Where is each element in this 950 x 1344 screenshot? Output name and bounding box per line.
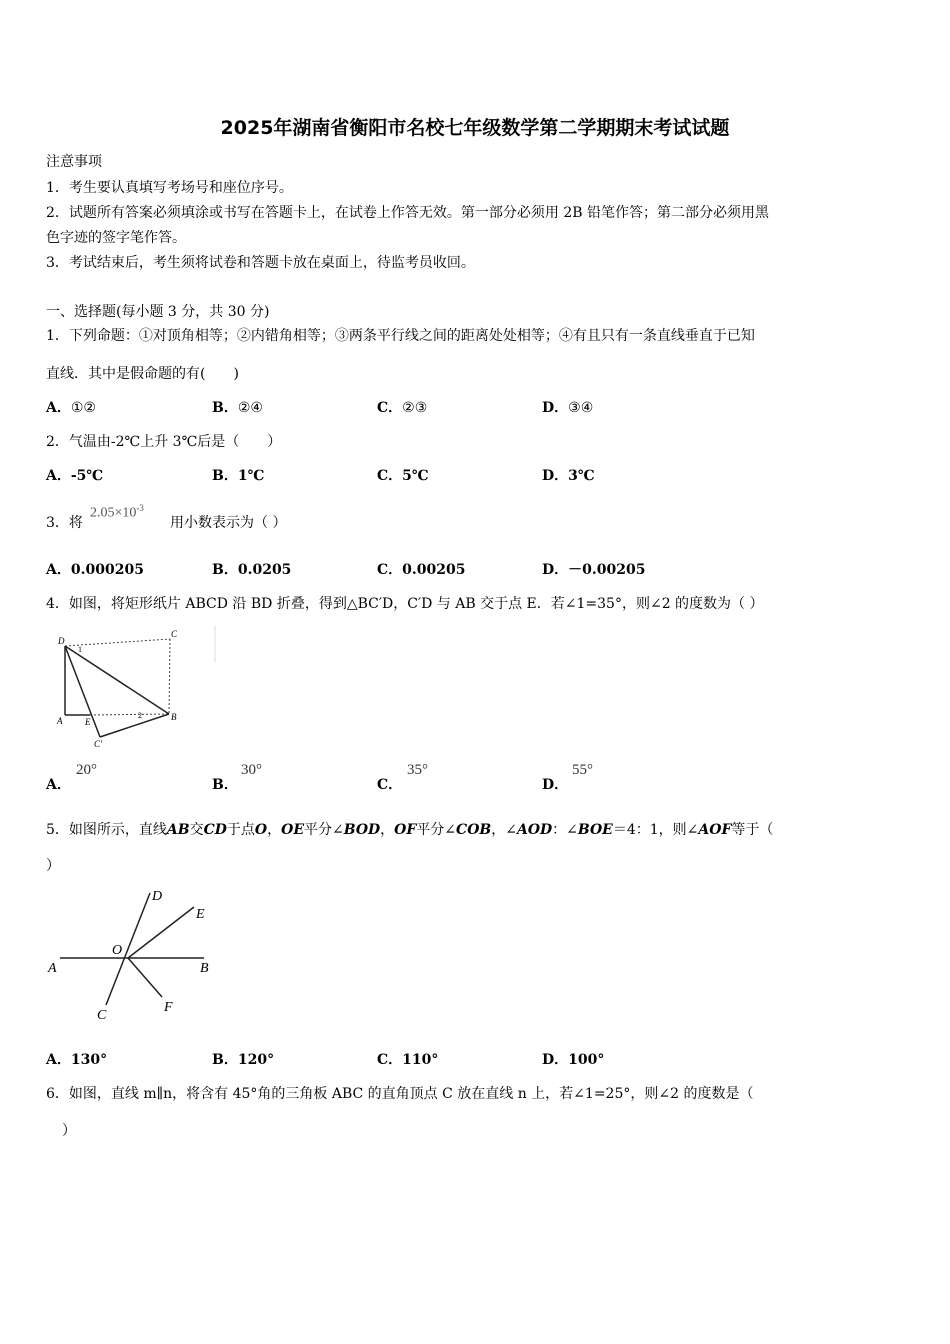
q5-part: O (254, 822, 268, 838)
page-title: 2025年湖南省衡阳市名校七年级数学第二学期期末考试试题 (220, 117, 730, 139)
option-value: 3℃ (568, 468, 595, 484)
label-B: B (171, 712, 177, 722)
sci-base: 2.05×10 (90, 505, 137, 521)
q5-part: OF (394, 822, 417, 838)
q4-option-c-value: 35° (407, 762, 428, 778)
option-label: B． (212, 468, 238, 484)
q2-option-c (377, 467, 429, 485)
label-O: O (112, 943, 123, 958)
label-E: E (196, 907, 205, 922)
option-label: C． (377, 562, 403, 578)
q5-part: OE (281, 822, 304, 838)
q5-part: CD (203, 822, 227, 838)
option-label: D． (542, 1052, 569, 1068)
scientific-notation (90, 503, 144, 522)
q5-part: ：∠ (552, 822, 578, 838)
q5-part: 交 (189, 822, 204, 838)
label-D: D (152, 889, 163, 904)
q5-option-b (212, 1051, 274, 1069)
option-value: 130° (70, 1052, 108, 1068)
q5-part: ，∠ (491, 822, 517, 838)
notice-item: 3．考试结束后，考生须将试卷和答题卡放在桌面上，待监考员收回。 (46, 255, 475, 271)
option-label: A． (46, 468, 71, 484)
option-label: D． (542, 468, 569, 484)
option-label: B． (212, 1052, 238, 1068)
q5-figure (46, 885, 216, 1025)
question-3-suffix: 用小数表示为（ ） (170, 515, 287, 531)
option-label: C． (377, 400, 403, 416)
q5-part: ＝4：1，则∠ (612, 822, 699, 838)
q3-option-b (212, 561, 291, 579)
q4-option-d (542, 776, 568, 794)
option-label: D． (542, 562, 569, 578)
q2-option-b (212, 467, 264, 485)
q4-option-a-value: 20° (76, 762, 97, 778)
q5-part: COB (456, 822, 492, 838)
q4-option-b-value: 30° (241, 762, 262, 778)
label-B: B (200, 961, 209, 976)
label-D: D (58, 636, 65, 646)
option-value: －0.00205 (568, 562, 646, 578)
option-value: 100° (568, 1052, 605, 1068)
question-1-text: 1．下列命题：①对顶角相等；②内错角相等；③两条平行线之间的距离处处相等；④有且只有一条直线垂直于已知 (46, 328, 755, 344)
option-label: C． (377, 777, 403, 793)
q5-part: AOD (516, 822, 553, 838)
notice-item: 1．考生要认真填写考场号和座位序号。 (46, 180, 293, 196)
option-label: B． (212, 777, 238, 793)
label-angle-2: 2 (138, 711, 142, 720)
q2-option-d (542, 467, 595, 485)
sci-exponent: -3 (136, 503, 144, 513)
option-label: A． (46, 777, 71, 793)
option-label: B． (212, 562, 238, 578)
q5-part: ， (380, 822, 395, 838)
option-label: A． (46, 1052, 71, 1068)
q4-option-d-value: 55° (572, 762, 593, 778)
q5-option-c (377, 1051, 438, 1069)
question-3-prefix: 3．将 (46, 515, 83, 531)
question-1-text-line2: 直线．其中是假命题的有( ) (46, 366, 239, 382)
option-value: 0.000205 (70, 562, 144, 578)
q5-part: BOD (343, 822, 381, 838)
q2-option-a (46, 467, 103, 485)
label-C: C (171, 629, 178, 639)
option-value: -5℃ (70, 468, 104, 484)
question-6-text-line2: ） (62, 1123, 76, 1139)
option-value: ③④ (568, 400, 594, 416)
option-label: D． (542, 400, 569, 416)
label-C-prime: C′ (94, 739, 102, 749)
q5-part: AOF (698, 822, 732, 838)
option-value: 0.0205 (237, 562, 292, 578)
option-value: ②④ (237, 400, 263, 416)
option-label: A． (46, 400, 71, 416)
question-6-text: 6．如图，直线 m∥n，将含有 45°角的三角板 ABC 的直角顶点 C 放在直线 n 上，若∠1=25°，则∠2 的度数是（ (46, 1086, 754, 1102)
q4-figure (48, 622, 228, 752)
option-label: A． (46, 562, 71, 578)
label-C: C (97, 1008, 107, 1023)
option-label: D． (542, 777, 569, 793)
q3-option-c (377, 561, 465, 579)
q5-part: 于点 (226, 822, 255, 838)
q1-option-c (377, 399, 427, 417)
notice-heading: 注意事项 (46, 154, 102, 170)
notice-item: 色字迹的签字笔作答。 (46, 230, 186, 246)
label-E: E (85, 717, 91, 727)
q4-option-c (377, 776, 402, 794)
option-value: ②③ (402, 400, 428, 416)
label-A: A (48, 961, 57, 976)
label-angle-1: 1 (78, 645, 82, 654)
option-value: 110° (402, 1052, 439, 1068)
q5-part: AB (166, 822, 190, 838)
option-label: C． (377, 1052, 403, 1068)
q3-option-a (46, 561, 144, 579)
option-label: C． (377, 468, 403, 484)
question-2-text: 2．气温由-2℃上升 3℃后是（ ） (46, 434, 282, 450)
q5-part: 等于（ (731, 822, 774, 838)
option-value: 0.00205 (402, 562, 466, 578)
q5-part: 平分∠ (416, 822, 457, 838)
q5-part: 5．如图所示，直线 (46, 822, 167, 838)
q1-option-d (542, 399, 593, 417)
q5-option-a (46, 1051, 107, 1069)
option-value: 5℃ (402, 468, 429, 484)
q4-option-b (212, 776, 238, 794)
q5-part: ， (267, 822, 282, 838)
question-5-text-line2: ） (46, 858, 60, 874)
q4-option-a (46, 776, 71, 794)
option-label: B． (212, 400, 238, 416)
q5-option-d (542, 1051, 604, 1069)
q5-part: BOE (577, 822, 613, 838)
section-heading: 一、选择题(每小题 3 分，共 30 分) (46, 304, 270, 320)
label-A: A (57, 716, 63, 726)
option-value: 1℃ (237, 468, 265, 484)
notice-item: 2．试题所有答案必须填涂或书写在答题卡上，在试卷上作答无效。第一部分必须用 2B 铅笔作答；第二部分必须用黑 (46, 205, 769, 221)
option-value: 120° (237, 1052, 275, 1068)
q1-option-b (212, 399, 263, 417)
question-4-text: 4．如图，将矩形纸片 ABCD 沿 BD 折叠，得到△BC′D，C′D 与 AB 交于点 E．若∠1=35°，则∠2 的度数为（ ） (46, 596, 764, 612)
q1-option-a (46, 399, 96, 417)
option-value: ①② (70, 400, 96, 416)
q3-option-d (542, 561, 645, 579)
q5-part: 平分∠ (304, 822, 344, 838)
label-F: F (164, 1000, 173, 1015)
question-5-text (46, 821, 773, 839)
